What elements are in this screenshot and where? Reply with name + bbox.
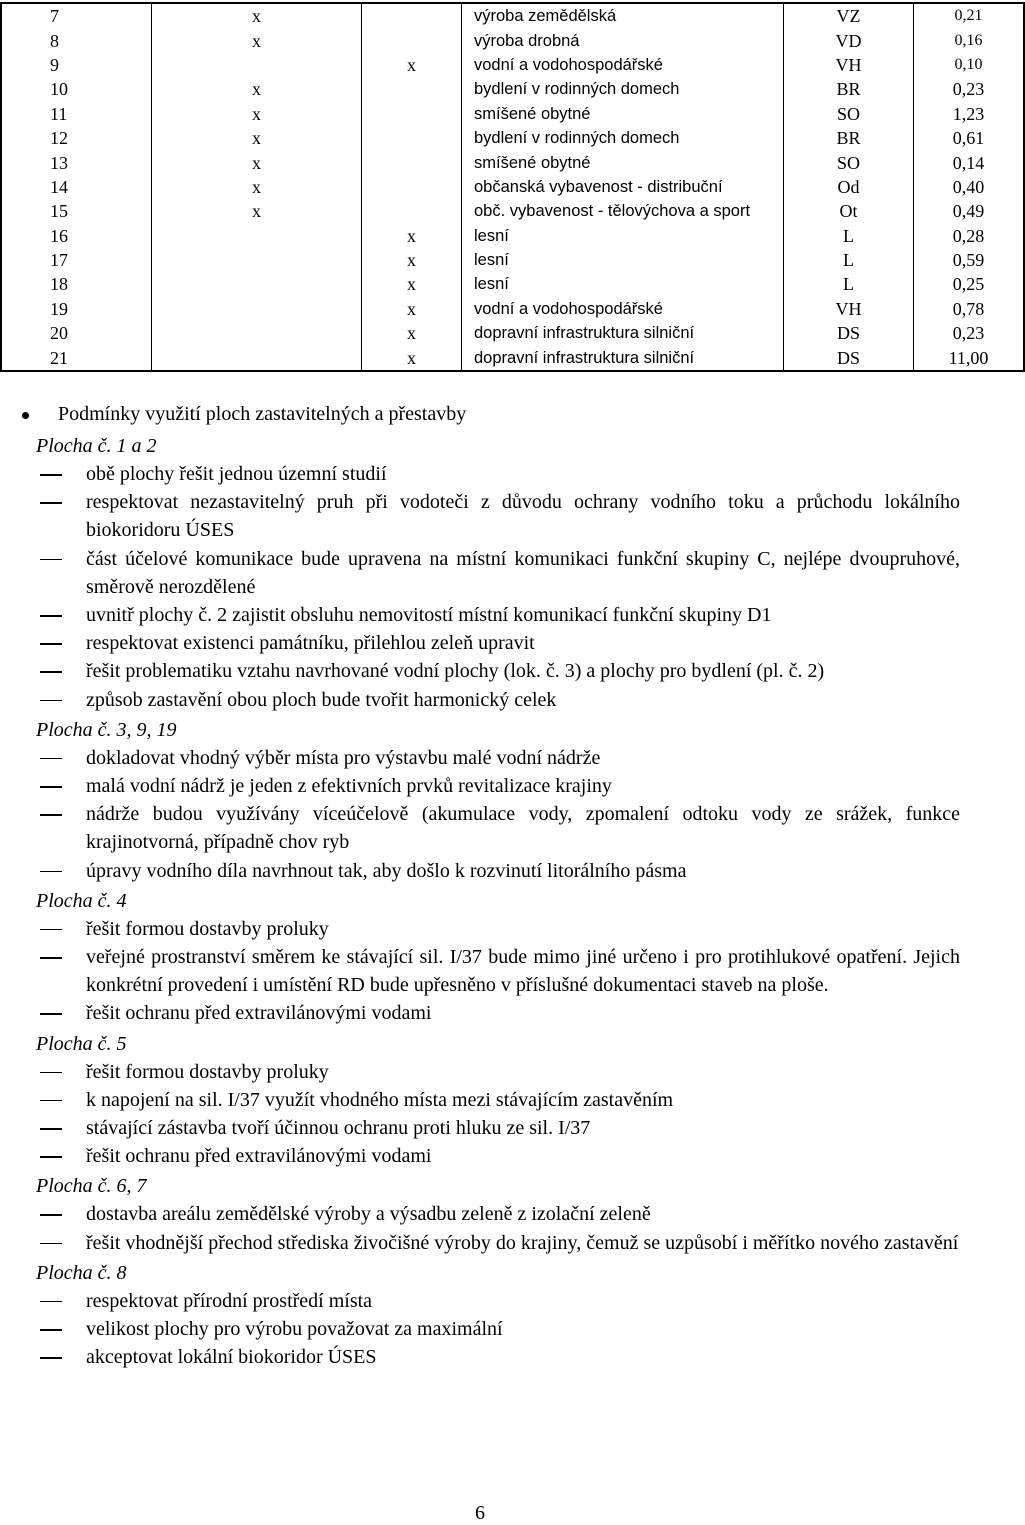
- category-x1-cell: x: [152, 199, 362, 223]
- list-item: [0, 545, 960, 601]
- land-use-code-cell: Od: [784, 175, 914, 199]
- dash-bullet-icon: [40, 1128, 62, 1130]
- table-row: [1, 248, 1024, 272]
- land-use-type-cell: výroba drobná: [462, 28, 784, 52]
- row-number-cell: 16: [1, 224, 152, 248]
- land-use-code-cell: L: [784, 272, 914, 296]
- dash-bullet-icon: [40, 559, 62, 561]
- category-x2-cell: [362, 77, 462, 101]
- land-use-type-cell: dopravní infrastruktura silniční: [462, 321, 784, 345]
- list-item: [0, 1142, 960, 1170]
- land-use-type-cell: lesní: [462, 248, 784, 272]
- area-value-cell: 11,00: [914, 345, 1025, 370]
- list-item: [0, 1086, 960, 1114]
- category-x1-cell: x: [152, 175, 362, 199]
- category-x1-cell: x: [152, 28, 362, 52]
- row-number-cell: 9: [1, 53, 152, 77]
- list-item: [0, 857, 960, 885]
- land-use-type-cell: obč. vybavenost - tělovýchova a sport: [462, 199, 784, 223]
- area-table-body: [1, 3, 1024, 371]
- table-row: [1, 126, 1024, 150]
- category-x1-cell: x: [152, 102, 362, 126]
- row-number-cell: 19: [1, 297, 152, 321]
- row-number-cell: 14: [1, 175, 152, 199]
- dash-bullet-icon: [40, 700, 62, 702]
- dash-bullet-icon: [40, 814, 62, 816]
- area-value-cell: 0,28: [914, 224, 1025, 248]
- category-x1-cell: x: [152, 77, 362, 101]
- section-heading: [0, 400, 960, 428]
- row-number-cell: 13: [1, 150, 152, 174]
- list-item-text: úpravy vodního díla navrhnout tak, aby došlo k rozvinutí litorálního pásma: [86, 859, 687, 882]
- list-item-text: stávající zástavba tvoří účinnou ochranu proti hluku ze sil. I/37: [86, 1117, 591, 1140]
- category-x2-cell: [362, 102, 462, 126]
- list-item-text: malá vodní nádrž je jeden z efektivních prvků revitalizace krajiny: [86, 775, 612, 798]
- dash-bullet-icon: [40, 1072, 62, 1074]
- land-use-type-cell: občanská vybavenost - distribuční: [462, 175, 784, 199]
- land-use-type-cell: smíšené obytné: [462, 150, 784, 174]
- category-x1-cell: x: [152, 3, 362, 28]
- dash-bullet-icon: [40, 929, 62, 931]
- dash-bullet-icon: [40, 615, 62, 617]
- plocha-title: Plocha č. 4: [36, 889, 127, 912]
- list-item-text: respektovat nezastavitelný pruh při vodoteči z důvodu ochrany vodního toku a průchodu lokálního biokoridoru ÚSES: [86, 491, 960, 542]
- list-item: [0, 1315, 960, 1343]
- list-item-text: řešit problematiku vztahu navrhované vodní plochy (lok. č. 3) a plochy pro bydlení (pl. č. 2): [86, 660, 825, 683]
- table-row: [1, 224, 1024, 248]
- row-number-cell: 17: [1, 248, 152, 272]
- list-item: [0, 629, 960, 657]
- list-item: [0, 772, 960, 800]
- land-use-type-cell: lesní: [462, 224, 784, 248]
- area-value-cell: 0,61: [914, 126, 1025, 150]
- land-use-type-cell: smíšené obytné: [462, 102, 784, 126]
- category-x2-cell: [362, 175, 462, 199]
- area-value-cell: 0,10: [914, 53, 1025, 77]
- table-row: [1, 321, 1024, 345]
- conditions-sections: [0, 432, 960, 1371]
- list-item: [0, 1287, 960, 1315]
- land-use-code-cell: VH: [784, 297, 914, 321]
- category-x1-cell: x: [152, 126, 362, 150]
- dash-bullet-icon: [40, 1357, 62, 1359]
- land-use-code-cell: VD: [784, 28, 914, 52]
- list-item-text: respektovat existenci památníku, přilehlou zeleň upravit: [86, 632, 535, 655]
- list-item: [0, 1229, 960, 1257]
- row-number-cell: 18: [1, 272, 152, 296]
- area-value-cell: 0,21: [914, 3, 1025, 28]
- land-use-code-cell: L: [784, 248, 914, 272]
- heading-text: Podmínky využití ploch zastavitelných a přestavby: [58, 403, 467, 425]
- row-number-cell: 7: [1, 3, 152, 28]
- land-use-code-cell: Ot: [784, 199, 914, 223]
- category-x2-cell: [362, 3, 462, 28]
- land-use-code-cell: VZ: [784, 3, 914, 28]
- area-value-cell: 0,25: [914, 272, 1025, 296]
- dash-bullet-icon: [40, 1156, 62, 1158]
- category-x1-cell: [152, 321, 362, 345]
- list-item-text: část účelové komunikace bude upravena na místní komunikaci funkční skupiny C, nejlépe dvoupruhové, směrově nerozdělené: [86, 547, 960, 598]
- list-item: [0, 686, 960, 714]
- list-item-text: obě plochy řešit jednou územní studií: [86, 463, 387, 485]
- category-x2-cell: [362, 126, 462, 150]
- area-value-cell: 0,16: [914, 28, 1025, 52]
- table-row: [1, 77, 1024, 101]
- row-number-cell: 10: [1, 77, 152, 101]
- land-use-code-cell: L: [784, 224, 914, 248]
- category-x2-cell: x: [362, 248, 462, 272]
- land-use-code-cell: SO: [784, 150, 914, 174]
- list-item: [0, 601, 960, 629]
- land-use-type-cell: vodní a vodohospodářské: [462, 297, 784, 321]
- area-value-cell: 1,23: [914, 102, 1025, 126]
- area-value-cell: 0,23: [914, 321, 1025, 345]
- table-row: [1, 102, 1024, 126]
- dash-bullet-icon: [40, 1329, 62, 1331]
- land-use-type-cell: bydlení v rodinných domech: [462, 126, 784, 150]
- dash-bullet-icon: [40, 786, 62, 788]
- list-item-text: akceptovat lokální biokoridor ÚSES: [86, 1346, 377, 1369]
- plocha-title: Plocha č. 3, 9, 19: [36, 718, 177, 741]
- dash-bullet-icon: [40, 1243, 62, 1245]
- category-x1-cell: [152, 248, 362, 272]
- list-item: [0, 460, 960, 488]
- category-x1-cell: [152, 345, 362, 370]
- page-number: 6: [475, 1502, 485, 1524]
- list-item: [0, 1058, 960, 1086]
- land-use-code-cell: BR: [784, 126, 914, 150]
- table-row: [1, 272, 1024, 296]
- list-item-text: veřejné prostranství směrem ke stávající sil. I/37 bude mimo jiné určeno i pro protihlukové opatření. Jejich konkrétní provedení i umístění RD bude upřesněno v příslušné dokumentaci staveb na ploše.: [86, 946, 960, 997]
- list-item: [0, 1200, 960, 1228]
- dash-bullet-icon: [40, 643, 62, 645]
- category-x2-cell: x: [362, 297, 462, 321]
- row-number-cell: 21: [1, 345, 152, 370]
- list-item: [0, 943, 960, 999]
- plocha-title: Plocha č. 5: [36, 1032, 127, 1055]
- list-item: [0, 800, 960, 856]
- land-use-code-cell: VH: [784, 53, 914, 77]
- list-item: [0, 1343, 960, 1371]
- plocha-title: Plocha č. 6, 7: [36, 1175, 147, 1198]
- area-value-cell: 0,14: [914, 150, 1025, 174]
- category-x2-cell: x: [362, 272, 462, 296]
- category-x1-cell: [152, 272, 362, 296]
- category-x2-cell: x: [362, 53, 462, 77]
- land-use-type-cell: bydlení v rodinných domech: [462, 77, 784, 101]
- list-item-text: dokladovat vhodný výběr místa pro výstavbu malé vodní nádrže: [86, 746, 601, 769]
- row-number-cell: 8: [1, 28, 152, 52]
- table-row: [1, 199, 1024, 223]
- dash-bullet-icon: [40, 671, 62, 673]
- dash-bullet-icon: [40, 758, 62, 760]
- list-item-text: řešit vhodnější přechod střediska živočišné výroby do krajiny, čemuž se uzpůsobí i měřítko nového zastavění: [86, 1231, 959, 1254]
- list-item-text: řešit formou dostavby proluky: [86, 917, 329, 940]
- row-number-cell: 15: [1, 199, 152, 223]
- list-item: [0, 488, 960, 544]
- dash-bullet-icon: [40, 1013, 62, 1015]
- category-x2-cell: [362, 199, 462, 223]
- table-row: [1, 345, 1024, 370]
- dash-bullet-icon: [40, 502, 62, 504]
- category-x1-cell: [152, 224, 362, 248]
- plocha-title: Plocha č. 1 a 2: [36, 435, 157, 457]
- table-row: [1, 175, 1024, 199]
- land-use-type-cell: výroba zemědělská: [462, 3, 784, 28]
- land-use-code-cell: BR: [784, 77, 914, 101]
- list-item-text: uvnitř plochy č. 2 zajistit obsluhu nemovitostí místní komunikací funkční skupiny D1: [86, 604, 772, 627]
- category-x2-cell: [362, 150, 462, 174]
- category-x1-cell: x: [152, 150, 362, 174]
- area-value-cell: 0,49: [914, 199, 1025, 223]
- row-number-cell: 12: [1, 126, 152, 150]
- dash-bullet-icon: [40, 1214, 62, 1216]
- land-use-code-cell: DS: [784, 321, 914, 345]
- category-x2-cell: [362, 28, 462, 52]
- list-item-text: k napojení na sil. I/37 využít vhodného místa mezi stávajícím zastavěním: [86, 1088, 674, 1111]
- dash-bullet-icon: [40, 474, 62, 476]
- land-use-type-cell: dopravní infrastruktura silniční: [462, 345, 784, 370]
- category-x1-cell: [152, 53, 362, 77]
- table-row: [1, 28, 1024, 52]
- table-row: [1, 3, 1024, 28]
- dash-bullet-icon: [40, 957, 62, 959]
- category-x1-cell: [152, 297, 362, 321]
- list-item: [0, 744, 960, 772]
- list-item: [0, 657, 960, 685]
- row-number-cell: 20: [1, 321, 152, 345]
- category-x2-cell: x: [362, 321, 462, 345]
- list-item-text: respektovat přírodní prostředí místa: [86, 1289, 373, 1312]
- dash-bullet-icon: [40, 871, 62, 873]
- category-x2-cell: x: [362, 345, 462, 370]
- list-item-text: řešit formou dostavby proluky: [86, 1060, 329, 1083]
- document-body: [0, 400, 960, 1371]
- list-item-text: dostavba areálu zemědělské výroby a výsadbu zeleně z izolační zeleně: [86, 1203, 651, 1226]
- land-use-type-cell: vodní a vodohospodářské: [462, 53, 784, 77]
- area-table-wrapper: [0, 2, 989, 372]
- list-item-text: způsob zastavění obou ploch bude tvořit harmonický celek: [86, 688, 557, 711]
- land-use-type-cell: lesní: [462, 272, 784, 296]
- list-item: [0, 915, 960, 943]
- list-item-text: řešit ochranu před extravilánovými vodami: [86, 1002, 432, 1025]
- list-item: [0, 999, 960, 1027]
- bullet-icon: [22, 412, 29, 419]
- land-use-code-cell: DS: [784, 345, 914, 370]
- plocha-title: Plocha č. 8: [36, 1261, 127, 1284]
- area-value-cell: 0,78: [914, 297, 1025, 321]
- list-item: [0, 1114, 960, 1142]
- dash-bullet-icon: [40, 1100, 62, 1102]
- category-x2-cell: x: [362, 224, 462, 248]
- area-value-cell: 0,40: [914, 175, 1025, 199]
- list-item-text: velikost plochy pro výrobu považovat za maximální: [86, 1318, 503, 1341]
- table-row: [1, 53, 1024, 77]
- table-row: [1, 297, 1024, 321]
- list-item-text: řešit ochranu před extravilánovými vodami: [86, 1145, 432, 1168]
- area-value-cell: 0,23: [914, 77, 1025, 101]
- land-use-code-cell: SO: [784, 102, 914, 126]
- table-row: [1, 150, 1024, 174]
- area-value-cell: 0,59: [914, 248, 1025, 272]
- row-number-cell: 11: [1, 102, 152, 126]
- list-item-text: nádrže budou využívány víceúčelově (akumulace vody, zpomalení odtoku vody ze srážek, funkce krajinotvorná, případně chov ryb: [86, 803, 960, 854]
- dash-bullet-icon: [40, 1301, 62, 1303]
- area-table: [0, 2, 1025, 372]
